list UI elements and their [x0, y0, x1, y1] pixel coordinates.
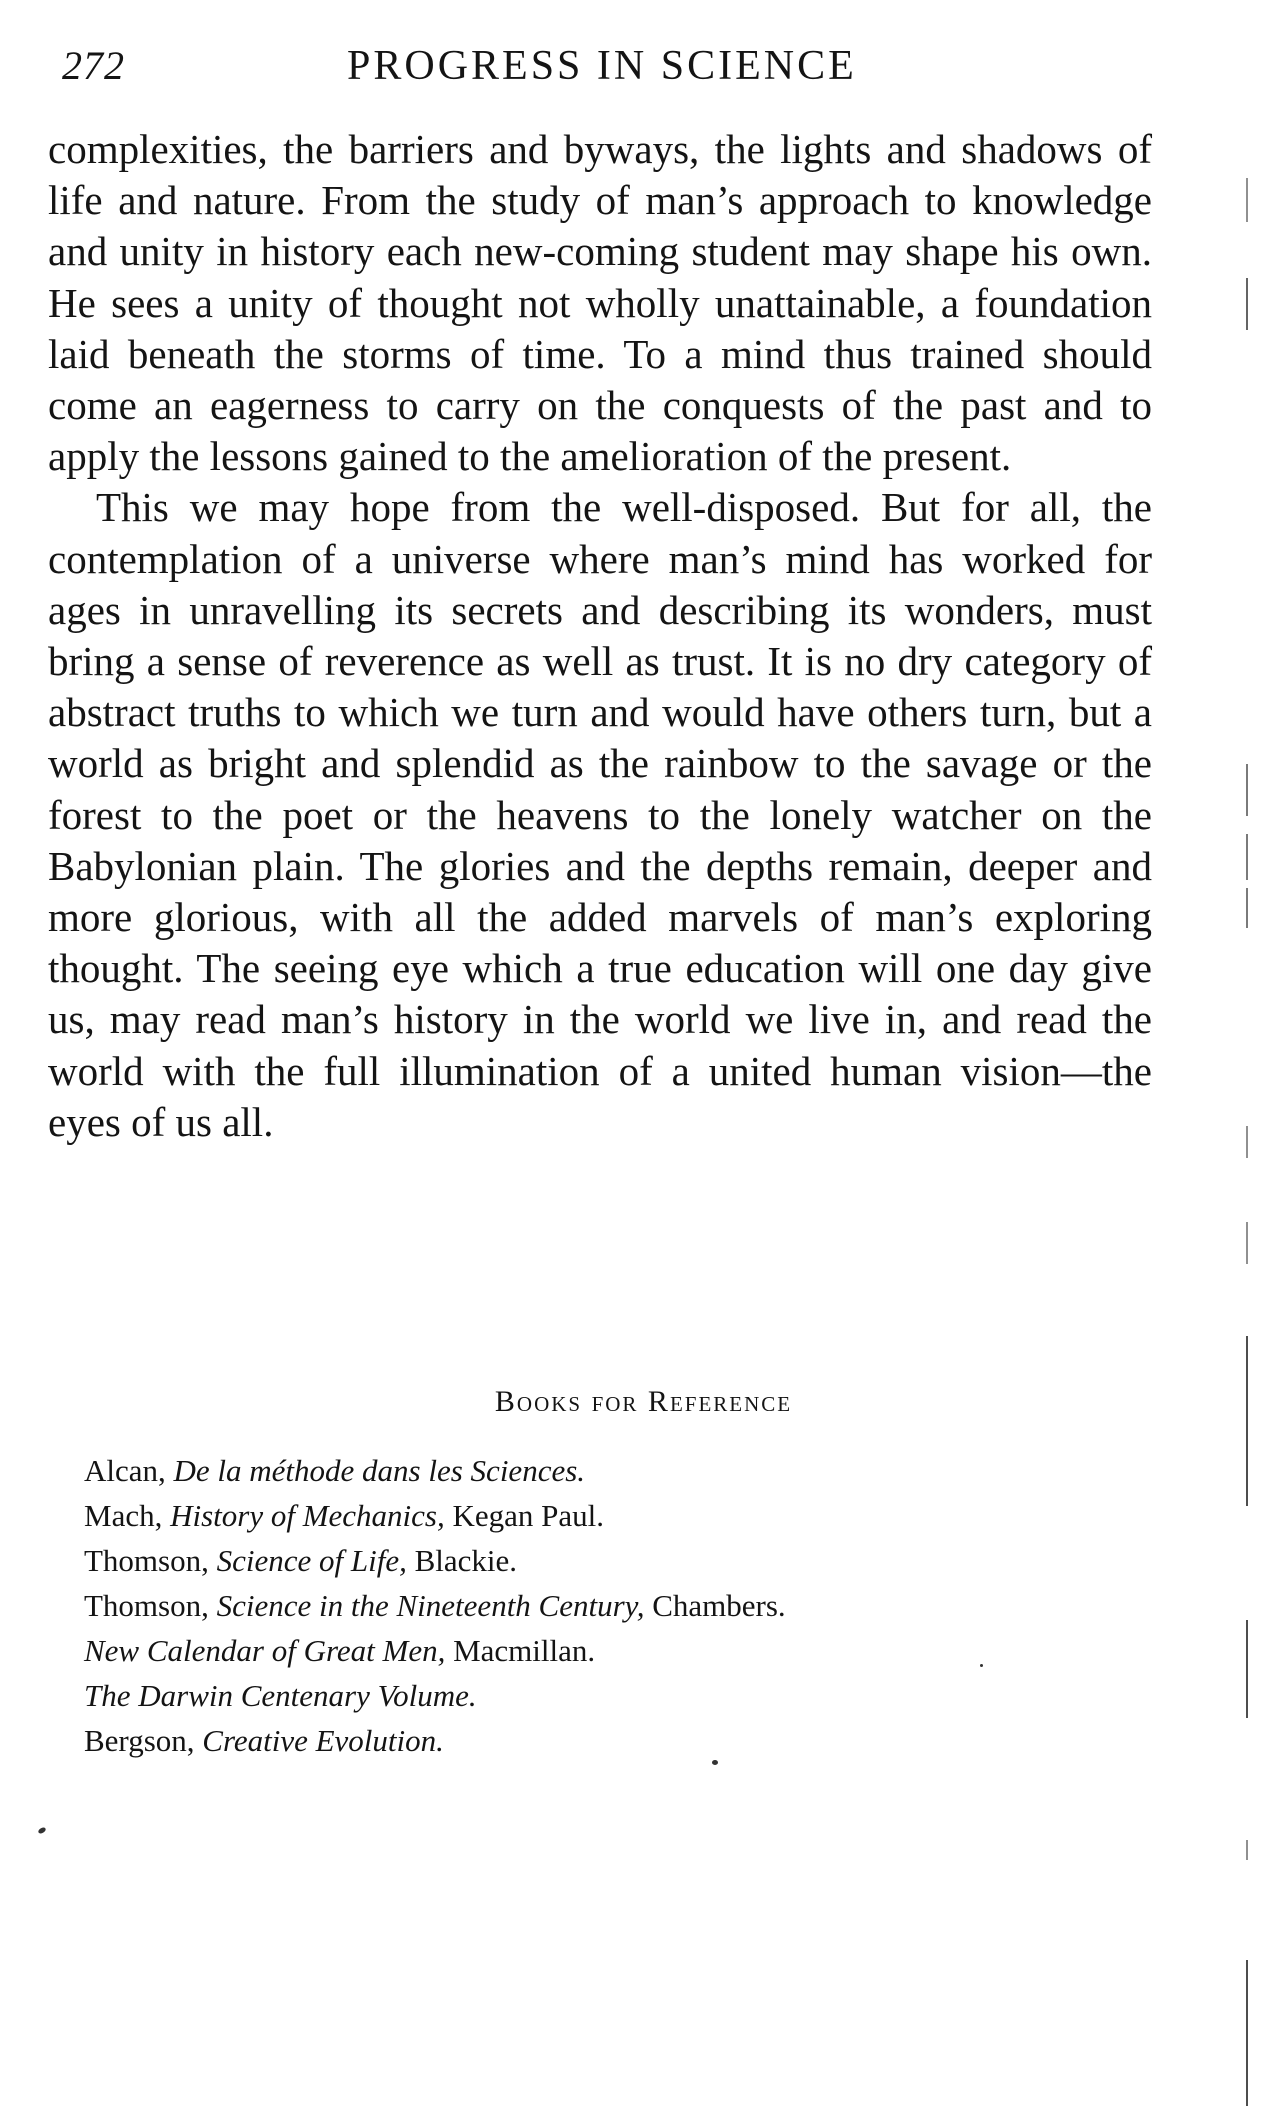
scan-speck — [37, 1826, 46, 1834]
reference-item — [84, 1493, 1084, 1538]
scan-edge-mark — [1246, 178, 1248, 222]
running-title: PROGRESS IN SCIENCE — [347, 43, 857, 89]
reference-title: The Darwin Centenary Volume. — [84, 1678, 477, 1713]
reference-author: Mach, — [84, 1498, 171, 1533]
reference-item — [84, 1583, 1084, 1628]
scan-edge-mark — [1246, 1222, 1248, 1264]
reference-author: Thomson, — [84, 1543, 217, 1578]
reference-publisher: Macmillan. — [445, 1633, 596, 1668]
scan-edge-mark — [1246, 278, 1248, 330]
scan-edge-mark — [1246, 1620, 1248, 1718]
references-heading: Books for Reference — [494, 1385, 793, 1418]
reference-title: Science in the Nineteenth Century, — [216, 1588, 645, 1623]
page-number: 272 — [62, 43, 125, 88]
reference-author: Bergson, — [84, 1723, 203, 1758]
scan-edge-mark — [1246, 1960, 1248, 2106]
reference-publisher: Chambers. — [644, 1588, 786, 1623]
reference-item — [84, 1673, 1084, 1718]
reference-item — [84, 1628, 1084, 1673]
scan-speck — [712, 1760, 718, 1765]
scan-edge-mark — [1246, 834, 1248, 880]
reference-author: Thomson, — [84, 1588, 217, 1623]
reference-title: Creative Evolution. — [202, 1723, 444, 1758]
scan-edge-mark — [1246, 1336, 1248, 1506]
reference-title: Science of Life, — [216, 1543, 407, 1578]
paragraph-2: This we may hope from the well-disposed. But for all, the contemplation of a universe where man’s mind has worked for ages in unravelling its secrets and describing its wonders, must bring a sense of reverence as well as trust. It is no dry category of abstract truths to which we turn and would have others turn, but a world as bright and splendid as the rainbow to the savage or the forest to the poet or the heavens to the lonely watcher on the Babylonian plain. The glories and the depths remain, deeper and more glorious, with all the added marvels of man’s exploring thought. The seeing eye which a true education will one day give us, may read man’s history in the world we live in, and read the world with the full illumination of a united human vision—the eyes of us all. — [48, 484, 1152, 1145]
page-header — [62, 42, 1162, 92]
scan-edge-mark — [1246, 1126, 1248, 1158]
reference-title: De la méthode dans les Sciences. — [173, 1453, 586, 1488]
reference-publisher: Blackie. — [406, 1543, 518, 1578]
scan-edge-mark — [1246, 764, 1248, 816]
scan-edge-mark — [1246, 1840, 1248, 1860]
scan-edge-mark — [1246, 888, 1248, 928]
scan-speck — [980, 1664, 983, 1667]
reference-list — [84, 1448, 1084, 1763]
body-text — [48, 124, 1152, 1148]
reference-item — [84, 1718, 1084, 1763]
reference-item — [84, 1448, 1084, 1493]
reference-publisher: Kegan Paul. — [444, 1498, 605, 1533]
reference-title: New Calendar of Great Men, — [84, 1633, 446, 1668]
reference-author: Alcan, — [84, 1453, 174, 1488]
reference-title: History of Mechanics, — [170, 1498, 445, 1533]
paragraph-1: complexities, the barriers and byways, the lights and shadows of life and nature. From the study of man’s approach to knowledge and unity in history each new-coming student may shape his own. He sees a unity of thought not wholly unattainable, a foundation laid beneath the storms of time. To a mind thus trained should come an eagerness to carry on the conquests of the past and to apply the lessons gained to the amelioration of the present. — [48, 126, 1152, 480]
reference-item — [84, 1538, 1084, 1583]
